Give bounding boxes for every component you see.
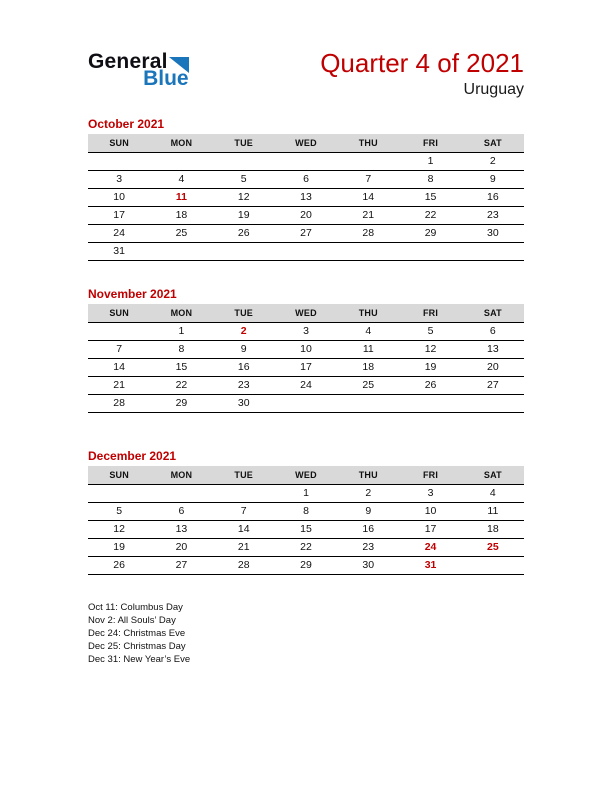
week-row bbox=[88, 503, 524, 521]
day-cell: 19 bbox=[213, 207, 275, 225]
day-cell: 8 bbox=[275, 503, 337, 521]
day-header-fri: FRI bbox=[399, 304, 461, 323]
day-cell: 26 bbox=[88, 557, 150, 575]
week-row bbox=[88, 395, 524, 413]
weekday-header-row bbox=[88, 134, 524, 153]
general-blue-logo bbox=[88, 46, 189, 91]
day-cell: 3 bbox=[275, 323, 337, 341]
day-cell: 9 bbox=[213, 341, 275, 359]
day-cell: 12 bbox=[399, 341, 461, 359]
logo-text-blue: Blue bbox=[143, 67, 189, 90]
day-cell: 24 bbox=[88, 225, 150, 243]
holiday-note: Dec 31: New Year’s Eve bbox=[88, 654, 191, 665]
holiday-notes-list bbox=[88, 601, 524, 666]
day-cell: 14 bbox=[213, 521, 275, 539]
empty-cell bbox=[88, 323, 150, 341]
week-row bbox=[88, 377, 524, 395]
day-cell: 31 bbox=[399, 557, 461, 575]
day-cell: 26 bbox=[399, 377, 461, 395]
day-header-tue: TUE bbox=[213, 134, 275, 153]
day-cell: 27 bbox=[275, 225, 337, 243]
title-block bbox=[320, 46, 524, 99]
week-row bbox=[88, 153, 524, 171]
day-cell: 22 bbox=[150, 377, 212, 395]
empty-cell bbox=[275, 153, 337, 171]
day-header-mon: MON bbox=[150, 134, 212, 153]
day-cell: 25 bbox=[150, 225, 212, 243]
empty-cell bbox=[213, 153, 275, 171]
day-cell: 10 bbox=[275, 341, 337, 359]
month-title: October 2021 bbox=[88, 117, 165, 131]
week-row bbox=[88, 207, 524, 225]
day-cell: 18 bbox=[150, 207, 212, 225]
day-cell: 20 bbox=[275, 207, 337, 225]
day-cell: 30 bbox=[462, 225, 524, 243]
day-cell: 5 bbox=[88, 503, 150, 521]
day-cell: 22 bbox=[399, 207, 461, 225]
day-cell: 4 bbox=[462, 485, 524, 503]
day-cell: 28 bbox=[88, 395, 150, 413]
day-cell: 13 bbox=[150, 521, 212, 539]
empty-cell bbox=[462, 395, 524, 413]
day-cell: 25 bbox=[462, 539, 524, 557]
day-cell: 14 bbox=[88, 359, 150, 377]
day-cell: 22 bbox=[275, 539, 337, 557]
day-cell: 7 bbox=[213, 503, 275, 521]
logo-text-general: General bbox=[88, 50, 168, 73]
day-cell: 4 bbox=[337, 323, 399, 341]
empty-cell bbox=[337, 395, 399, 413]
empty-cell bbox=[275, 243, 337, 261]
day-cell: 25 bbox=[337, 377, 399, 395]
day-cell: 6 bbox=[150, 503, 212, 521]
week-row bbox=[88, 557, 524, 575]
day-header-sat: SAT bbox=[462, 134, 524, 153]
week-row bbox=[88, 243, 524, 261]
week-row bbox=[88, 323, 524, 341]
day-header-sun: SUN bbox=[88, 134, 150, 153]
day-cell: 23 bbox=[337, 539, 399, 557]
day-cell: 19 bbox=[88, 539, 150, 557]
day-cell: 27 bbox=[462, 377, 524, 395]
day-cell: 3 bbox=[88, 171, 150, 189]
day-header-thu: THU bbox=[337, 304, 399, 323]
day-cell: 5 bbox=[399, 323, 461, 341]
month-title: November 2021 bbox=[88, 287, 177, 301]
page-header bbox=[88, 46, 524, 99]
day-cell: 11 bbox=[337, 341, 399, 359]
day-cell: 18 bbox=[337, 359, 399, 377]
day-cell: 16 bbox=[337, 521, 399, 539]
day-cell: 3 bbox=[399, 485, 461, 503]
day-cell: 27 bbox=[150, 557, 212, 575]
day-cell: 12 bbox=[213, 189, 275, 207]
day-cell: 5 bbox=[213, 171, 275, 189]
week-row bbox=[88, 225, 524, 243]
week-row bbox=[88, 485, 524, 503]
day-cell: 30 bbox=[337, 557, 399, 575]
day-header-mon: MON bbox=[150, 304, 212, 323]
day-cell: 8 bbox=[150, 341, 212, 359]
empty-cell bbox=[88, 153, 150, 171]
day-header-thu: THU bbox=[337, 134, 399, 153]
day-header-fri: FRI bbox=[399, 134, 461, 153]
day-header-wed: WED bbox=[275, 304, 337, 323]
day-cell: 13 bbox=[275, 189, 337, 207]
month-october-2021 bbox=[88, 117, 524, 261]
day-cell: 24 bbox=[275, 377, 337, 395]
day-cell: 11 bbox=[462, 503, 524, 521]
empty-cell bbox=[399, 243, 461, 261]
empty-cell bbox=[150, 485, 212, 503]
weekday-header-row bbox=[88, 304, 524, 323]
holiday-note: Dec 24: Christmas Eve bbox=[88, 628, 186, 639]
day-cell: 16 bbox=[462, 189, 524, 207]
day-header-mon: MON bbox=[150, 466, 212, 485]
day-cell: 31 bbox=[88, 243, 150, 261]
week-row bbox=[88, 521, 524, 539]
day-cell: 15 bbox=[399, 189, 461, 207]
day-cell: 2 bbox=[213, 323, 275, 341]
day-cell: 8 bbox=[399, 171, 461, 189]
empty-cell bbox=[462, 243, 524, 261]
day-cell: 6 bbox=[275, 171, 337, 189]
day-cell: 30 bbox=[213, 395, 275, 413]
day-cell: 9 bbox=[462, 171, 524, 189]
day-cell: 17 bbox=[88, 207, 150, 225]
day-cell: 6 bbox=[462, 323, 524, 341]
month-grid bbox=[88, 304, 524, 413]
week-row bbox=[88, 189, 524, 207]
month-grid bbox=[88, 134, 524, 261]
day-cell: 2 bbox=[462, 153, 524, 171]
day-cell: 7 bbox=[337, 171, 399, 189]
day-header-wed: WED bbox=[275, 466, 337, 485]
week-row bbox=[88, 341, 524, 359]
empty-cell bbox=[213, 485, 275, 503]
empty-cell bbox=[150, 243, 212, 261]
day-cell: 20 bbox=[150, 539, 212, 557]
day-cell: 23 bbox=[462, 207, 524, 225]
day-header-sun: SUN bbox=[88, 466, 150, 485]
months-container bbox=[88, 117, 524, 575]
day-cell: 29 bbox=[399, 225, 461, 243]
day-cell: 14 bbox=[337, 189, 399, 207]
day-cell: 17 bbox=[275, 359, 337, 377]
day-cell: 1 bbox=[399, 153, 461, 171]
week-row bbox=[88, 539, 524, 557]
day-cell: 28 bbox=[337, 225, 399, 243]
page-title: Quarter 4 of 2021 bbox=[320, 48, 524, 78]
day-header-sun: SUN bbox=[88, 304, 150, 323]
day-cell: 1 bbox=[150, 323, 212, 341]
day-cell: 15 bbox=[275, 521, 337, 539]
month-title: December 2021 bbox=[88, 449, 177, 463]
day-header-thu: THU bbox=[337, 466, 399, 485]
day-header-sat: SAT bbox=[462, 304, 524, 323]
day-cell: 9 bbox=[337, 503, 399, 521]
day-cell: 20 bbox=[462, 359, 524, 377]
weekday-header-row bbox=[88, 466, 524, 485]
day-cell: 4 bbox=[150, 171, 212, 189]
empty-cell bbox=[213, 243, 275, 261]
day-header-wed: WED bbox=[275, 134, 337, 153]
day-cell: 18 bbox=[462, 521, 524, 539]
day-header-tue: TUE bbox=[213, 304, 275, 323]
day-cell: 10 bbox=[399, 503, 461, 521]
empty-cell bbox=[399, 395, 461, 413]
day-cell: 10 bbox=[88, 189, 150, 207]
empty-cell bbox=[150, 153, 212, 171]
day-cell: 24 bbox=[399, 539, 461, 557]
empty-cell bbox=[275, 395, 337, 413]
holiday-note: Nov 2: All Souls’ Day bbox=[88, 615, 176, 626]
empty-cell bbox=[337, 243, 399, 261]
empty-cell bbox=[337, 153, 399, 171]
day-cell: 23 bbox=[213, 377, 275, 395]
day-header-fri: FRI bbox=[399, 466, 461, 485]
week-row bbox=[88, 171, 524, 189]
day-header-sat: SAT bbox=[462, 466, 524, 485]
month-november-2021 bbox=[88, 287, 524, 413]
day-cell: 2 bbox=[337, 485, 399, 503]
week-row bbox=[88, 359, 524, 377]
day-cell: 17 bbox=[399, 521, 461, 539]
month-december-2021 bbox=[88, 449, 524, 575]
day-cell: 1 bbox=[275, 485, 337, 503]
day-cell: 28 bbox=[213, 557, 275, 575]
day-cell: 21 bbox=[337, 207, 399, 225]
day-cell: 26 bbox=[213, 225, 275, 243]
day-cell: 13 bbox=[462, 341, 524, 359]
day-cell: 12 bbox=[88, 521, 150, 539]
day-cell: 15 bbox=[150, 359, 212, 377]
day-cell: 21 bbox=[88, 377, 150, 395]
day-cell: 29 bbox=[275, 557, 337, 575]
day-header-tue: TUE bbox=[213, 466, 275, 485]
empty-cell bbox=[462, 557, 524, 575]
holiday-note: Oct 11: Columbus Day bbox=[88, 602, 183, 613]
country-subtitle: Uruguay bbox=[463, 81, 524, 98]
empty-cell bbox=[88, 485, 150, 503]
day-cell: 29 bbox=[150, 395, 212, 413]
month-grid bbox=[88, 466, 524, 575]
holiday-note: Dec 25: Christmas Day bbox=[88, 641, 186, 652]
day-cell: 21 bbox=[213, 539, 275, 557]
day-cell: 7 bbox=[88, 341, 150, 359]
day-cell: 11 bbox=[150, 189, 212, 207]
day-cell: 19 bbox=[399, 359, 461, 377]
day-cell: 16 bbox=[213, 359, 275, 377]
